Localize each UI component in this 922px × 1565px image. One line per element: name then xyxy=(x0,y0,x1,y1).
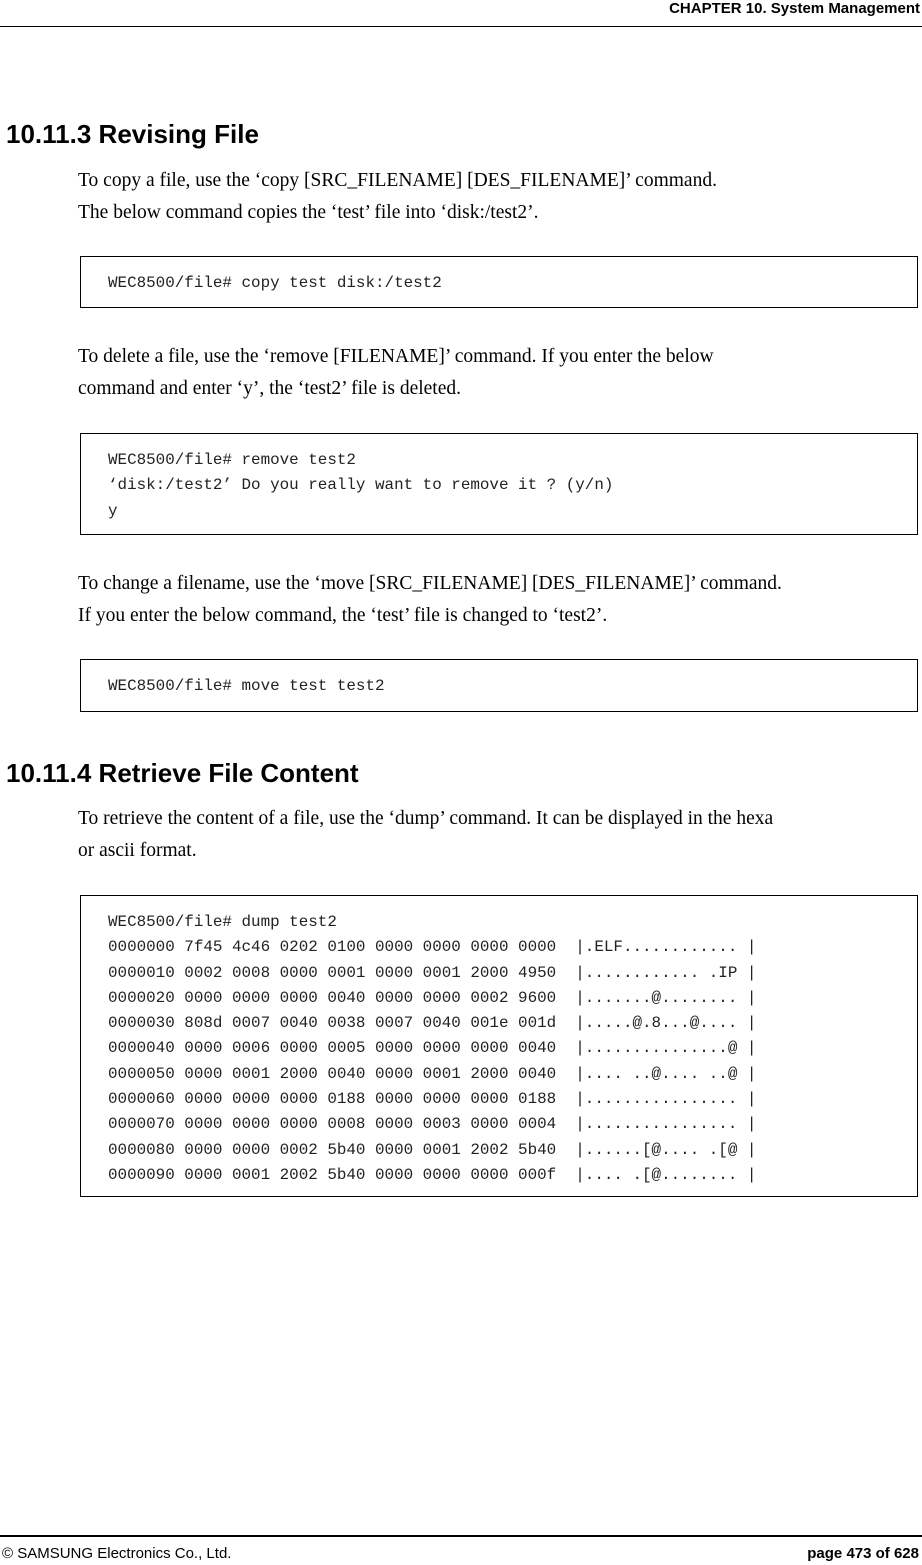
hex-dump-row: 0000080 0000 0000 0002 5b40 0000 0001 2002 5b40 |......[@.... .[@ | xyxy=(108,1140,757,1159)
move-paragraph xyxy=(78,568,914,632)
footer-copyright: © SAMSUNG Electronics Co., Ltd. xyxy=(2,1545,232,1562)
chapter-header: CHAPTER 10. System Management xyxy=(669,0,920,17)
code-line: y xyxy=(108,501,118,520)
code-line: WEC8500/file# move test test2 xyxy=(108,677,385,695)
remove-paragraph-line: To delete a file, use the ‘remove [FILENAME]’ command. If you enter the below xyxy=(78,346,714,367)
code-line: WEC8500/file# remove test2 xyxy=(108,451,356,469)
move-paragraph-line: If you enter the below command, the ‘test’ file is changed to ‘test2’. xyxy=(78,605,608,626)
copy-paragraph xyxy=(78,165,914,229)
hex-dump-row: 0000040 0000 0006 0000 0005 0000 0000 0000 0040 |...............@ | xyxy=(108,1039,757,1058)
hex-dump-row: 0000010 0002 0008 0000 0001 0000 0001 2000 4950 |............ .IP | xyxy=(108,963,757,982)
copy-command-code-block xyxy=(80,256,918,308)
footer-page-number: page 473 of 628 xyxy=(807,1545,919,1562)
header-divider xyxy=(0,26,922,27)
hex-dump-row: 0000050 0000 0001 2000 0040 0000 0001 2000 0040 |.... ..@.... ..@ | xyxy=(108,1064,757,1083)
remove-paragraph-line: command and enter ‘y’, the ‘test2’ file is deleted. xyxy=(78,378,461,399)
code-line: ‘disk:/test2’ Do you really want to remove it ? (y/n) xyxy=(108,476,614,495)
dump-output-code-block xyxy=(80,895,918,1197)
footer-divider xyxy=(0,1535,922,1537)
code-line: WEC8500/file# copy test disk:/test2 xyxy=(108,274,442,292)
retrieve-paragraph-line: or ascii format. xyxy=(78,840,197,861)
hex-dump-row: 0000030 808d 0007 0040 0038 0007 0040 001e 001d |.....@.8...@.... | xyxy=(108,1014,757,1033)
code-line: WEC8500/file# dump test2 xyxy=(108,913,337,931)
remove-paragraph xyxy=(78,341,914,405)
section-heading-revising-file: 10.11.3 Revising File xyxy=(6,119,259,149)
move-command-code-block xyxy=(80,659,918,712)
retrieve-paragraph xyxy=(78,803,914,867)
section-heading-retrieve-file-content: 10.11.4 Retrieve File Content xyxy=(6,758,359,788)
retrieve-paragraph-line: To retrieve the content of a file, use the ‘dump’ command. It can be displayed in the hexa xyxy=(78,808,774,829)
move-paragraph-line: To change a filename, use the ‘move [SRC_FILENAME] [DES_FILENAME]’ command. xyxy=(78,573,782,594)
hex-dump-row: 0000020 0000 0000 0000 0040 0000 0000 0002 9600 |.......@........ | xyxy=(108,988,757,1007)
remove-command-code-block xyxy=(80,433,918,535)
hex-dump-row: 0000060 0000 0000 0000 0188 0000 0000 0000 0188 |................ | xyxy=(108,1090,757,1109)
copy-paragraph-line: To copy a file, use the ‘copy [SRC_FILENAME] [DES_FILENAME]’ command. xyxy=(78,170,717,191)
hex-dump-row: 0000000 7f45 4c46 0202 0100 0000 0000 0000 0000 |.ELF............ | xyxy=(108,938,757,957)
hex-dump-row: 0000070 0000 0000 0000 0008 0000 0003 0000 0004 |................ | xyxy=(108,1115,757,1134)
hex-dump-row: 0000090 0000 0001 2002 5b40 0000 0000 0000 000f |.... .[@........ | xyxy=(108,1165,757,1184)
copy-paragraph-line: The below command copies the ‘test’ file into ‘disk:/test2’. xyxy=(78,202,539,223)
